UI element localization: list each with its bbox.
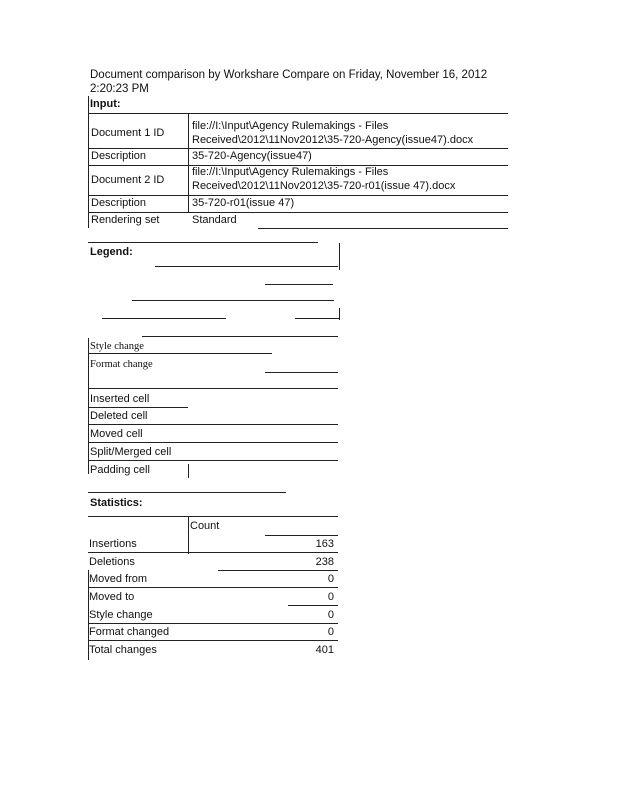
divider (88, 552, 338, 553)
divider (88, 640, 338, 641)
legend-item-style-change: Style change (90, 341, 144, 352)
description-1-label: Description (91, 150, 147, 162)
divider (88, 587, 338, 588)
doc2-id-value-line-1: file://I:\Input\Agency Rulemakings - Files (192, 166, 389, 178)
divider (88, 242, 318, 243)
stat-label-style-change: Style change (89, 609, 153, 621)
table-border (88, 338, 89, 474)
doc2-id-value-line-2: Received\2012\11Nov2012\35-720-r01(issue 47).docx (192, 180, 456, 192)
divider (88, 460, 338, 461)
legend-item-inserted-cell: Inserted cell (90, 393, 150, 405)
table-border (188, 516, 189, 554)
doc1-id-value-line-1: file://I:\Input\Agency Rulemakings - Files (192, 120, 389, 132)
stat-label-deletions: Deletions (89, 556, 135, 568)
divider (88, 623, 338, 624)
table-border (339, 243, 340, 270)
stat-count-total-changes: 401 (315, 644, 334, 656)
divider (102, 318, 226, 319)
rendering-set-value: Standard (192, 214, 237, 226)
divider (265, 535, 338, 536)
stat-label-insertions: Insertions (89, 538, 137, 550)
title-line-1: Document comparison by Workshare Compare on Friday, November 16, 2012 (90, 69, 488, 81)
count-column-header: Count (190, 520, 220, 532)
description-2-label: Description (91, 197, 147, 209)
divider (88, 148, 508, 149)
input-heading: Input: (90, 98, 121, 110)
legend-item-format-change: Format change (90, 359, 153, 370)
divider (88, 113, 508, 114)
divider (132, 300, 334, 301)
doc2-id-label: Document 2 ID (91, 174, 165, 186)
stat-count-deletions: 238 (315, 556, 334, 568)
stat-count-insertions: 163 (315, 538, 334, 550)
stat-count-moved-to: 0 (327, 591, 334, 603)
divider (88, 516, 338, 517)
divider (88, 195, 508, 196)
divider (88, 212, 508, 213)
table-border (188, 113, 189, 213)
divider (265, 372, 338, 373)
legend-heading: Legend: (90, 246, 133, 258)
legend-item-moved-cell: Moved cell (90, 428, 143, 440)
table-border (339, 308, 340, 320)
divider (88, 353, 272, 354)
divider (142, 336, 338, 337)
divider (155, 266, 338, 267)
divider (88, 492, 286, 493)
document-title (90, 68, 487, 96)
legend-item-padding-cell: Padding cell (90, 464, 150, 476)
divider (218, 570, 338, 571)
divider (88, 407, 188, 408)
stat-count-style-change: 0 (327, 609, 334, 621)
stat-label-total-changes: Total changes (89, 644, 157, 656)
statistics-heading: Statistics: (90, 497, 143, 509)
stat-label-moved-to: Moved to (89, 591, 135, 603)
divider (265, 284, 333, 285)
table-border (188, 464, 189, 478)
table-border (88, 96, 89, 228)
rendering-set-label: Rendering set (91, 214, 160, 226)
divider (295, 318, 339, 319)
description-2-value: 35-720-r01(issue 47) (192, 197, 295, 209)
stat-label-format-changed: Format changed (89, 626, 170, 638)
stat-count-moved-from: 0 (327, 573, 334, 585)
stat-count-format-changed: 0 (327, 626, 334, 638)
title-line-2: 2:20:23 PM (90, 83, 149, 95)
divider (88, 442, 338, 443)
doc1-id-label: Document 1 ID (91, 127, 165, 139)
description-1-value: 35-720-Agency(issue47) (192, 150, 312, 162)
legend-item-deleted-cell: Deleted cell (90, 410, 148, 422)
divider (88, 388, 338, 389)
doc1-id-value-line-2: Received\2012\11Nov2012\35-720-Agency(issue47).docx (192, 134, 474, 146)
legend-item-split-merged-cell: Split/Merged cell (90, 446, 172, 458)
divider (288, 605, 338, 606)
divider (88, 424, 338, 425)
stat-label-moved-from: Moved from (89, 573, 148, 585)
divider (258, 228, 508, 229)
